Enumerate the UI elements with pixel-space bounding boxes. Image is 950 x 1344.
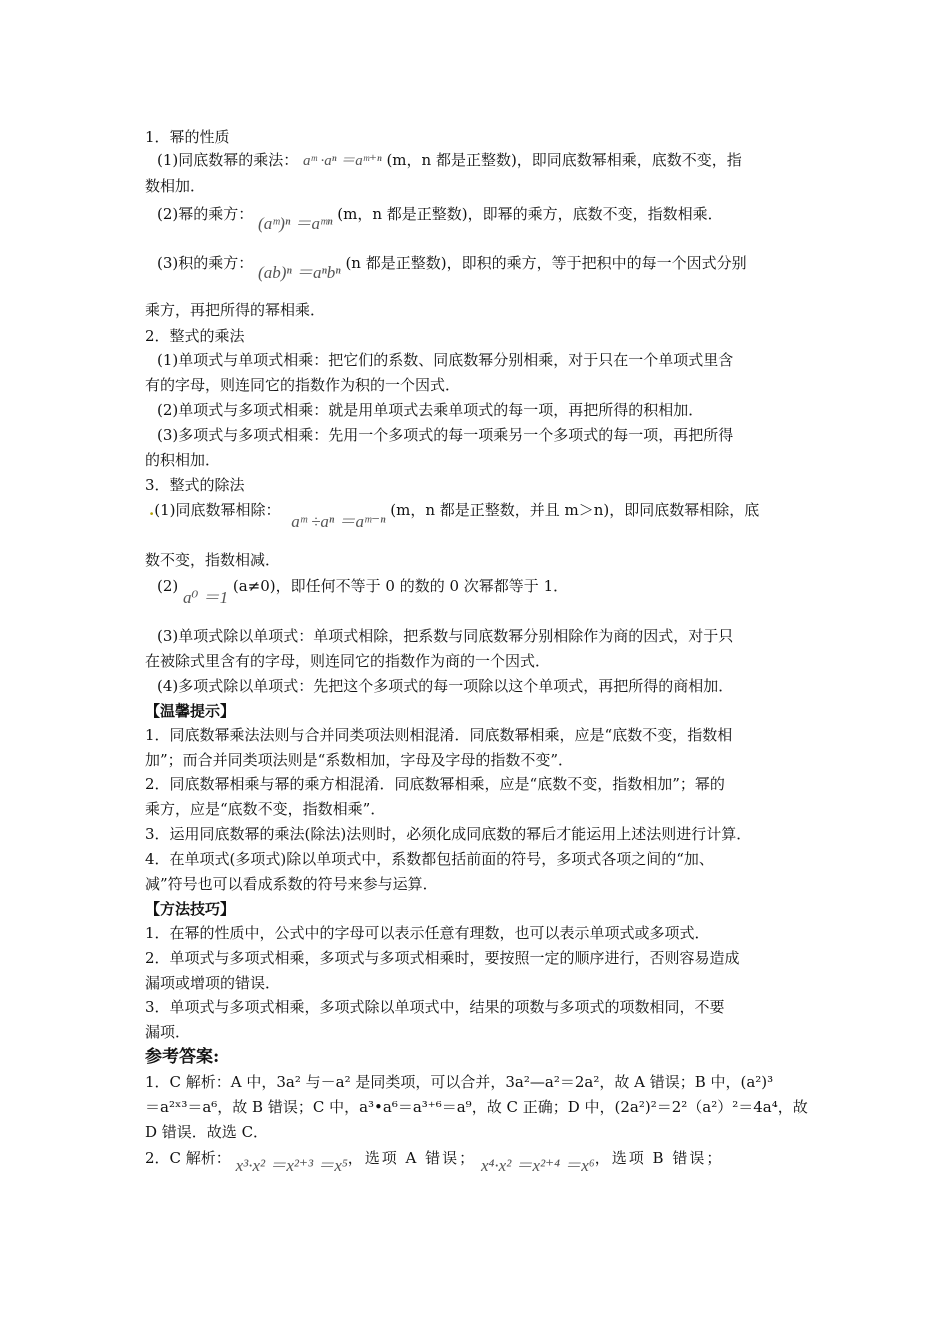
s1-paragraph-3 (157, 253, 747, 282)
tips-line-1: 1．同底数幂乘法法则与合并同类项法则相混淆．同底数幂相乘，应是“底数不变，指数相 (145, 726, 733, 744)
tips-line-3: 2．同底数幂相乘与幂的乘方相混淆．同底数幂相乘，应是“底数不变，指数相加”；幂的 (145, 775, 725, 793)
section-2-title: 2．整式的乘法 (145, 327, 245, 345)
method-line-3: 漏项或增项的错误． (145, 974, 281, 992)
tips-line-5: 3．运用同底数幂的乘法(除法)法则时，必须化成同底数的幂后才能运用上述法则进行计算． (145, 825, 752, 843)
marker-dot: . (149, 501, 155, 519)
formula-product-of-powers: aᵐ ·aⁿ ＝aᵐ⁺ⁿ (303, 153, 382, 169)
s3-paragraph-2 (157, 576, 569, 607)
tips-line-6: 4．在单项式(多项式)除以单项式中，系数都包括前面的符号，多项式各项之间的“加、 (145, 850, 714, 868)
s2-line-1: (1)单项式与单项式相乘：把它们的系数、同底数幂分别相乘，对于只在一个单项式里含 (157, 351, 734, 369)
s3-p1-text: (m，n 都是正整数，并且 m＞n)，即同底数幂相除，底 (390, 501, 760, 519)
s3-paragraph-1 (149, 500, 760, 531)
s3-p1-continued: 数不变，指数相减． (145, 551, 281, 569)
s3-line-3: (3)单项式除以单项式：单项式相除，把系数与同底数幂分别相除作为商的因式，对于只 (157, 627, 734, 645)
answer-2-label: 2．C 解析： (145, 1149, 231, 1167)
formula-quotient-of-powers: aᵐ ÷aⁿ ＝aᵐ⁻ⁿ (291, 512, 386, 531)
tips-line-4: 乘方，应是“底数不变，指数相乘”． (145, 800, 386, 818)
method-line-2: 2．单项式与多项式相乘，多项式与多项式相乘时，要按照一定的顺序进行，否则容易造成 (145, 949, 740, 967)
formula-power-of-power: (aᵐ)ⁿ ＝aᵐⁿ (258, 214, 333, 233)
s1-p3-continued: 乘方，再把所得的幂相乘． (145, 301, 326, 319)
s2-line-3: (2)单项式与多项式相乘：就是用单项式去乘单项式的每一项，再把所得的积相加． (157, 401, 704, 419)
s3-p2-text: (a≠0)，即任何不等于 0 的数的 0 次幂都等于 1． (232, 577, 569, 595)
answer-2-text-b: ，选项 B 错误； (594, 1149, 724, 1167)
section-3-title: 3．整式的除法 (145, 476, 245, 494)
method-line-5: 漏项． (145, 1023, 191, 1041)
tips-line-2: 加”；而合并同类项法则是“系数相加，字母及字母的指数不变”． (145, 751, 574, 769)
method-line-1: 1．在幂的性质中，公式中的字母可以表示任意有理数，也可以表示单项式或多项式． (145, 924, 710, 942)
answer-1-line-2: ＝a²ˣ³＝a⁶，故 B 错误；C 中，a³•a⁶＝a³⁺⁶＝a⁹，故 C 正确；D 中，(2a²)²＝2²（a²）²＝4a⁴，故 (145, 1098, 808, 1116)
formula-answer-2a: x³·x² ＝x²⁺³ ＝x⁵ (235, 1156, 348, 1175)
answer-2-line-1 (145, 1148, 724, 1175)
answer-1-line-3: D 错误．故选 C． (145, 1123, 269, 1141)
tips-line-7: 减”符号也可以看成系数的符号来参与运算． (145, 875, 438, 893)
s3-p2-label: (2) (157, 577, 179, 595)
s1-p3-text: (n 都是正整数)，即积的乘方，等于把积中的每一个因式分别 (345, 254, 747, 272)
s3-line-4: 在被除式里含有的字母，则连同它的指数作为商的一个因式． (145, 652, 551, 670)
s1-p3-label: (3)积的乘方： (157, 254, 254, 272)
s1-paragraph-1 (157, 150, 742, 171)
tips-heading: 【温馨提示】 (145, 702, 236, 720)
s3-line-5: (4)多项式除以单项式：先把这个多项式的每一项除以这个单项式，再把所得的商相加． (157, 677, 734, 695)
answer-1-line-1: 1．C 解析：A 中，3a² 与－a² 是同类项，可以合并，3a²—a²＝2a²，故 A 错误；B 中，(a²)³ (145, 1073, 774, 1091)
s1-p2-text: (m，n 都是正整数)，即幂的乘方，底数不变，指数相乘． (337, 205, 723, 223)
answer-2-text-a: ，选项 A 错误； (347, 1149, 477, 1167)
s1-p1-continued: 数相加． (145, 177, 206, 195)
formula-power-of-product: (ab)ⁿ ＝aⁿbⁿ (258, 263, 341, 282)
s2-line-5: 的积相加． (145, 451, 221, 469)
answers-heading: 参考答案: (145, 1047, 220, 1067)
s1-p1-label: (1)同底数幂的乘法： (157, 151, 299, 169)
s3-p1-label: (1)同底数幂相除： (154, 501, 281, 519)
s2-line-4: (3)多项式与多项式相乘：先用一个多项式的每一项乘另一个多项式的每一项，再把所得 (157, 426, 734, 444)
s1-p2-label: (2)幂的乘方： (157, 205, 254, 223)
formula-zero-exponent: a⁰ ＝1 (183, 588, 229, 607)
s1-p1-text: (m，n 都是正整数)，即同底数幂相乘，底数不变，指 (386, 151, 742, 169)
section-1-title: 1．幂的性质 (145, 128, 230, 146)
method-line-4: 3．单项式与多项式相乘，多项式除以单项式中，结果的项数与多项式的项数相同，不要 (145, 998, 725, 1016)
method-heading: 【方法技巧】 (145, 900, 236, 918)
formula-answer-2b: x⁴·x² ＝x²⁺⁴ ＝x⁶ (480, 1156, 595, 1175)
s1-paragraph-2 (157, 204, 723, 233)
s2-line-2: 有的字母，则连同它的指数作为积的一个因式． (145, 376, 461, 394)
